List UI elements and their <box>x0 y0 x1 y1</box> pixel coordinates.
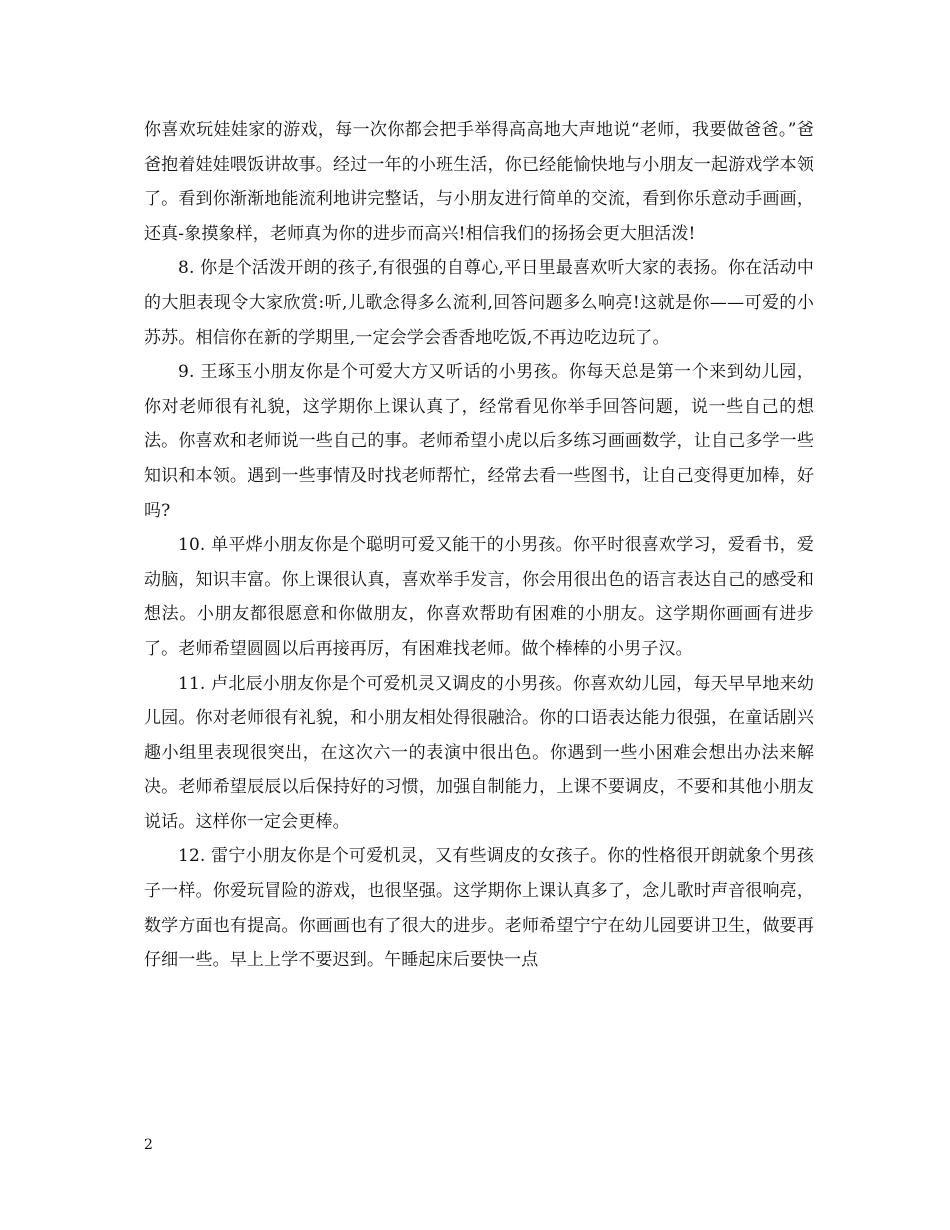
page-number: 2 <box>144 1137 153 1153</box>
paragraph-continuation: 你喜欢玩娃娃家的游戏，每一次你都会把手举得高高地大声地说“老师，我要做爸爸。”爸爸抱着娃娃喂饭讲故事。经过一年的小班生活，你已经能愉快地与小朋友一起游戏学本领了。看到你渐渐地能流利地讲完整话，与小朋友进行简单的交流，看到你乐意动手画画，还真-象摸象样，老师真为你的进步而高兴!相信我们的扬扬会更大胆活泼! <box>144 120 814 244</box>
paragraph-item-10: 10. 单平烨小朋友你是个聪明可爱又能干的小男孩。你平时很喜欢学习，爱看书，爱动脑，知识丰富。你上课很认真，喜欢举手发言，你会用很出色的语言表达自己的感受和想法。小朋友都很愿意和你做朋友，你喜欢帮助有困难的小朋友。这学期你画画有进步了。老师希望圆圆以后再接再厉，有困难找老师。做个棒棒的小男子汉。 <box>144 535 814 659</box>
paragraph-item-9: 9. 王琢玉小朋友你是个可爱大方又听话的小男孩。你每天总是第一个来到幼儿园，你对老师很有礼貌，这学期你上课认真了，经常看见你举手回答问题，说一些自己的想法。你喜欢和老师说一些自己的事。老师希望小虎以后多练习画画数学，让自己多学一些知识和本领。遇到一些事情及时找老师帮忙，经常去看一些图书，让自己变得更加棒，好吗? <box>144 362 814 521</box>
paragraph-item-11: 11. 卢北辰小朋友你是个可爱机灵又调皮的小男孩。你喜欢幼儿园，每天早早地来幼儿园。你对老师很有礼貌，和小朋友相处得很融洽。你的口语表达能力很强，在童话剧兴趣小组里表现很突出，在这次六一的表演中很出色。你遇到一些小困难会想出办法来解决。老师希望辰辰以后保持好的习惯，加强自制能力，上课不要调皮，不要和其他小朋友说话。这样你一定会更棒。 <box>144 673 814 832</box>
paragraph-item-12: 12. 雷宁小朋友你是个可爱机灵，又有些调皮的女孩子。你的性格很开朗就象个男孩子一样。你爱玩冒险的游戏，也很坚强。这学期你上课认真多了，念儿歌时声音很响亮，数学方面也有提高。你画画也有了很大的进步。老师希望宁宁在幼儿园要讲卫生，做要再仔细一些。早上上学不要迟到。午睡起床后要快一点 <box>144 846 814 971</box>
document-body <box>144 113 814 978</box>
paragraph-item-8: 8. 你是个活泼开朗的孩子,有很强的自尊心,平日里最喜欢听大家的表扬。你在活动中的大胆表现令大家欣赏:听,儿歌念得多么流利,回答问题多么响亮!这就是你——可爱的小苏苏。相信你在新的学期里,一定会学会香香地吃饭,不再边吃边玩了。 <box>144 258 814 348</box>
